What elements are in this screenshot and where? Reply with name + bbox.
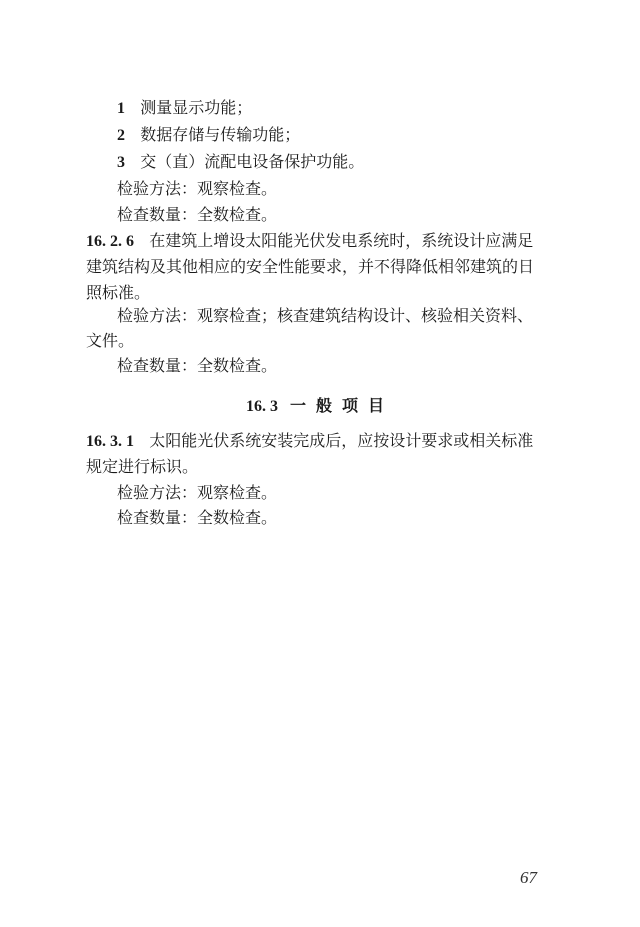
inspection-method: 检验方法：观察检查。: [117, 483, 278, 502]
inspection-quantity: 检查数量：全数检查。: [117, 205, 278, 224]
page-number: 67: [520, 868, 537, 887]
list-item-number: 1: [117, 100, 125, 117]
list-item-number: 3: [117, 154, 125, 171]
list-item-text: 交（直）流配电设备保护功能。: [140, 152, 365, 171]
inspection-method-continued: 文件。: [86, 331, 135, 350]
clause-16-3-1: [86, 431, 533, 452]
list-item: [117, 125, 300, 146]
clause-number: 16. 2. 6: [86, 233, 134, 250]
list-item: [117, 98, 252, 119]
list-item-number: 2: [117, 127, 125, 144]
section-title: 一般项目: [289, 396, 394, 415]
inspection-method: 检验方法：观察检查；核查建筑结构设计、核验相关资料、: [117, 306, 534, 325]
clause-text-line: 照标准。: [86, 283, 151, 302]
clause-text-line: 规定进行标识。: [86, 457, 199, 476]
section-heading: [0, 396, 640, 417]
section-number: 16. 3: [245, 398, 278, 415]
list-item: [117, 152, 364, 173]
inspection-quantity: 检查数量：全数检查。: [117, 508, 278, 527]
inspection-quantity: 检查数量：全数检查。: [117, 356, 278, 375]
inspection-method: 检验方法：观察检查。: [117, 179, 278, 198]
clause-16-2-6: [86, 231, 533, 252]
clause-text-line: 建筑结构及其他相应的安全性能要求，并不得降低相邻建筑的日: [86, 257, 535, 276]
clause-text-line: 在建筑上增设太阳能光伏发电系统时，系统设计应满足: [149, 231, 534, 250]
clause-number: 16. 3. 1: [86, 433, 134, 450]
clause-text-line: 太阳能光伏系统安装完成后，应按设计要求或相关标准: [149, 431, 534, 450]
list-item-text: 数据存储与传输功能；: [140, 125, 301, 144]
list-item-text: 测量显示功能；: [140, 98, 253, 117]
